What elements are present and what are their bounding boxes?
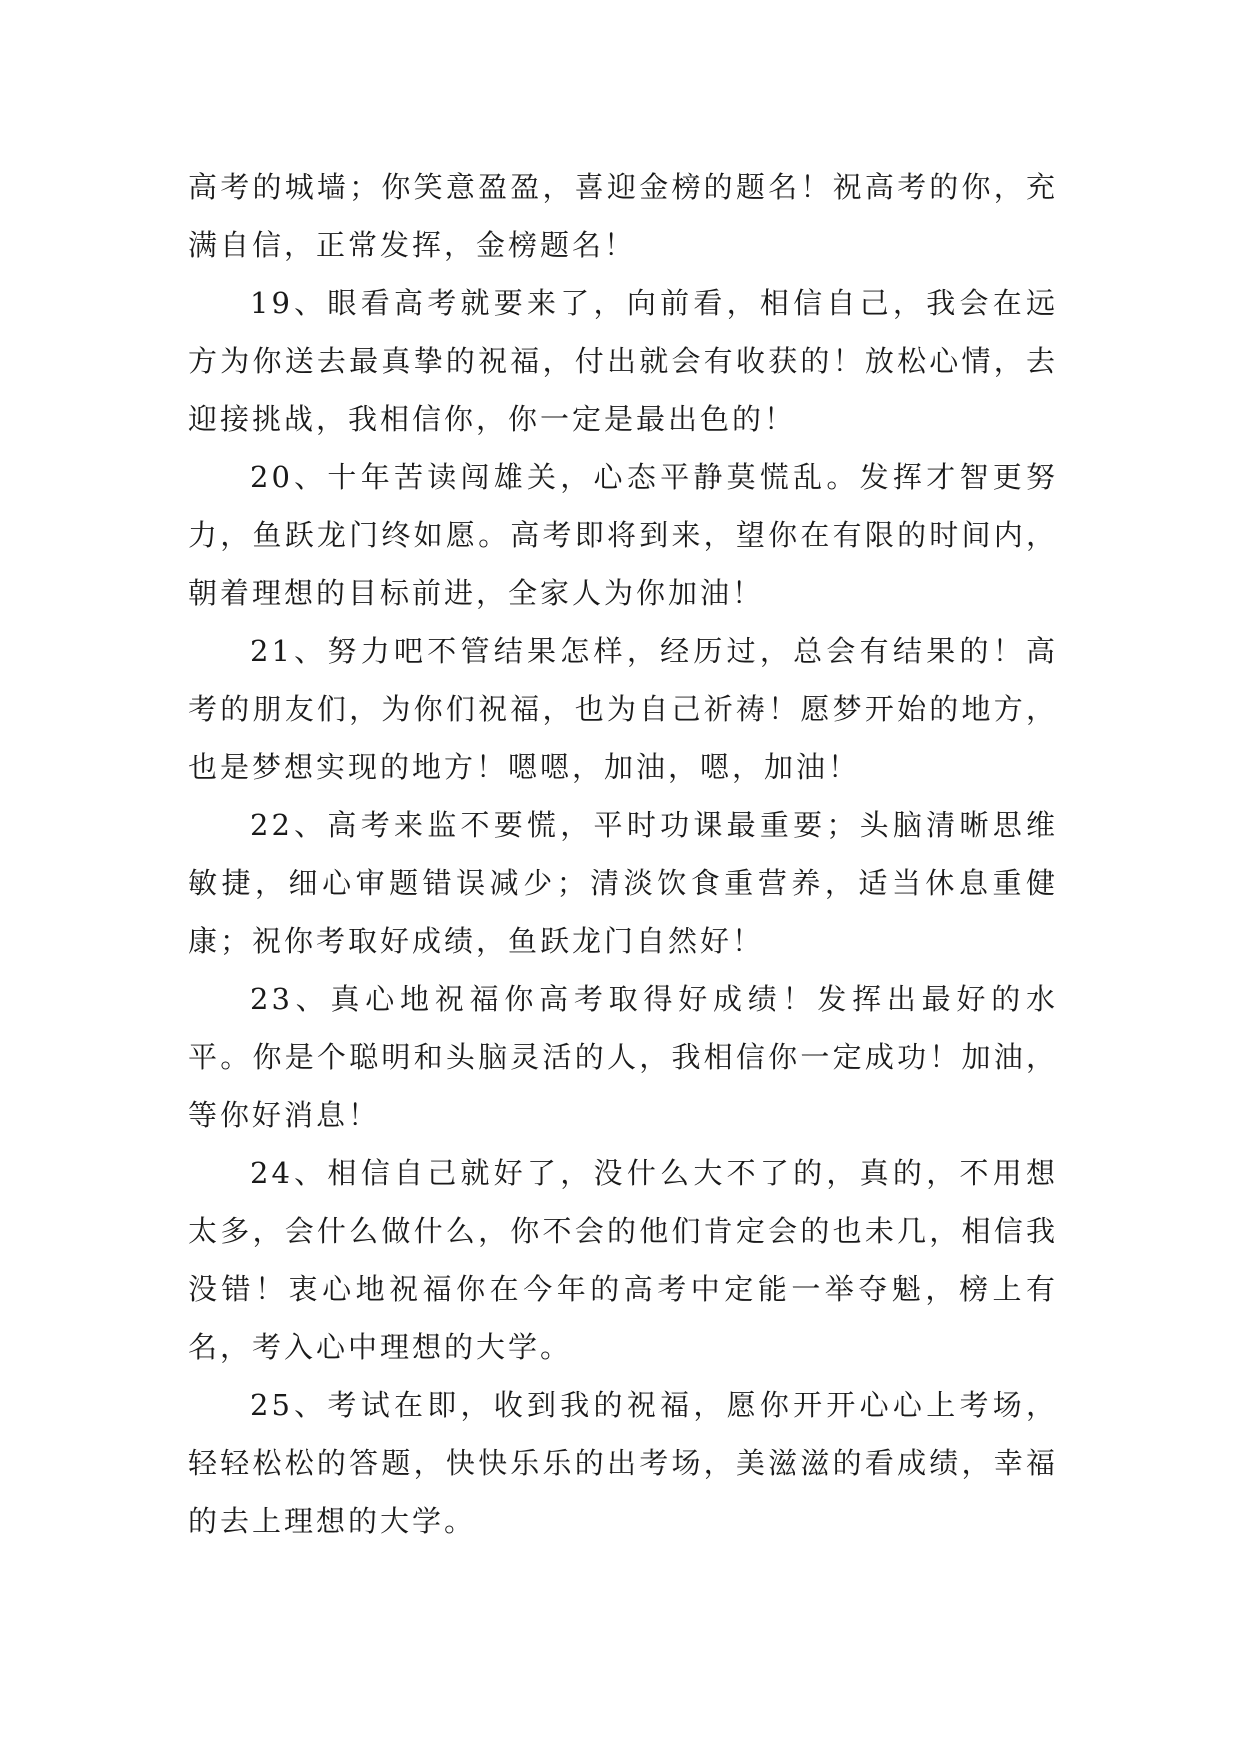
paragraph-20: 20、十年苦读闯雄关，心态平静莫慌乱。发挥才智更努力，鱼跃龙门终如愿。高考即将到来，望你在有限的时间内，朝着理想的目标前进，全家人为你加油！ (188, 460, 1058, 610)
document-body (188, 158, 1058, 1550)
paragraph-24: 24、相信自己就好了，没什么大不了的，真的，不用想太多，会什么做什么，你不会的他们肯定会的也未几，相信我没错！衷心地祝福你在今年的高考中定能一举夺魁，榜上有名，考入心中理想的大学。 (188, 1156, 1058, 1364)
paragraph-22: 22、高考来监不要慌，平时功课最重要；头脑清晰思维敏捷，细心审题错误减少；清淡饮食重营养，适当休息重健康；祝你考取好成绩，鱼跃龙门自然好！ (188, 808, 1058, 958)
paragraph-continuation: 高考的城墙；你笑意盈盈，喜迎金榜的题名！祝高考的你，充满自信，正常发挥，金榜题名！ (188, 170, 1058, 262)
paragraph-23: 23、真心地祝福你高考取得好成绩！发挥出最好的水平。你是个聪明和头脑灵活的人，我相信你一定成功！加油，等你好消息！ (188, 982, 1058, 1132)
paragraph-21: 21、努力吧不管结果怎样，经历过，总会有结果的！高考的朋友们，为你们祝福，也为自己祈祷！愿梦开始的地方，也是梦想实现的地方！嗯嗯，加油，嗯，加油！ (188, 634, 1058, 784)
paragraph-25: 25、考试在即，收到我的祝福，愿你开开心心上考场，轻轻松松的答题，快快乐乐的出考场，美滋滋的看成绩，幸福的去上理想的大学。 (188, 1388, 1058, 1538)
paragraph-19: 19、眼看高考就要来了，向前看，相信自己，我会在远方为你送去最真挚的祝福，付出就会有收获的！放松心情，去迎接挑战，我相信你，你一定是最出色的！ (188, 286, 1058, 436)
